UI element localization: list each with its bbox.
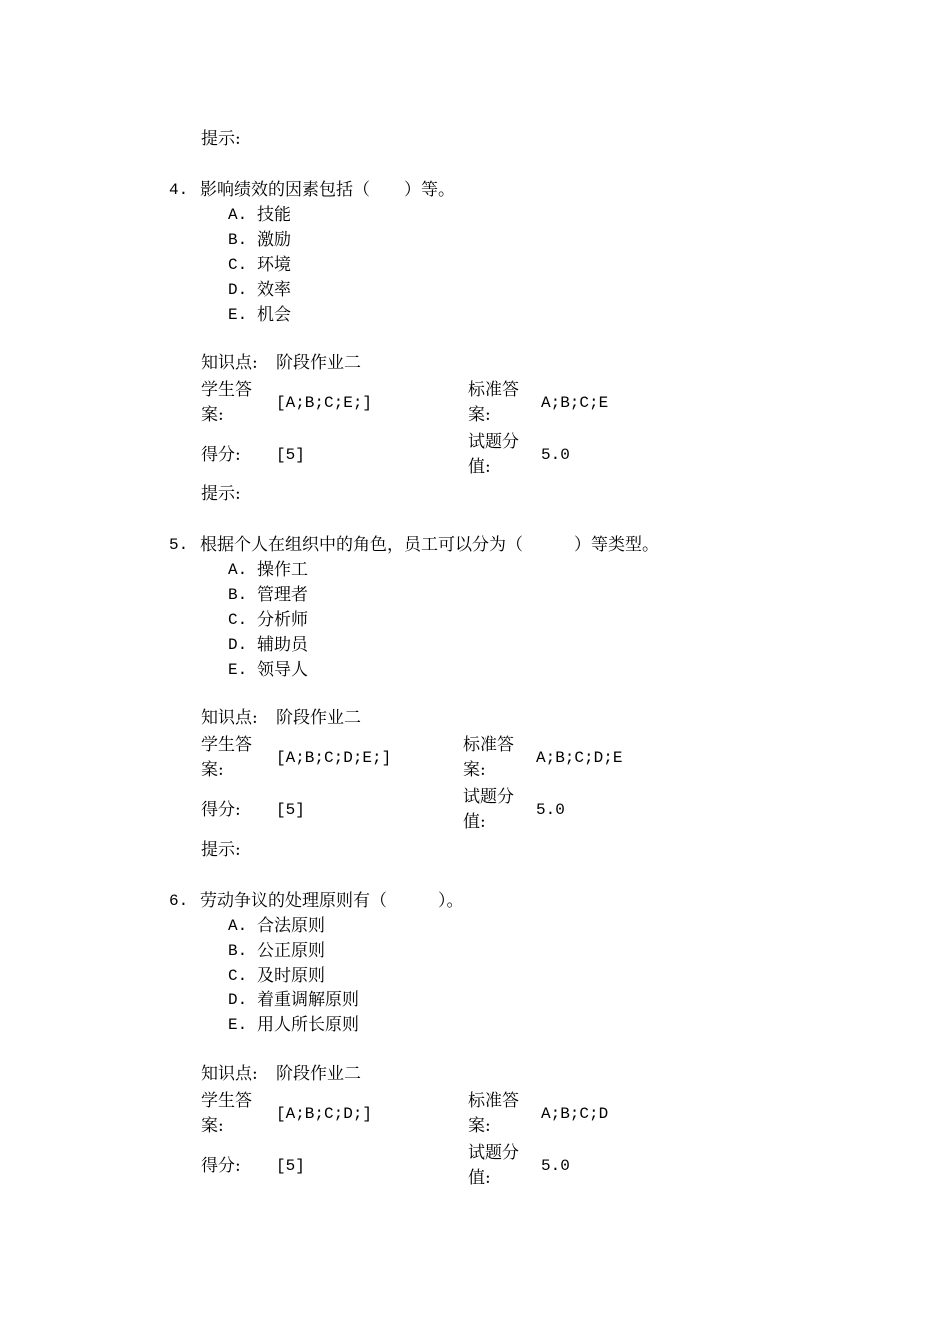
question-value-label: 试题分值: [468,1143,519,1188]
standard-answer-value: A;B;C;E [541,394,609,412]
option-text: 机会 [257,305,291,325]
question-number: 4. [169,181,189,199]
question-text: 影响绩效的因素包括（ ）等。 [200,180,455,200]
score-label: 得分: [201,1156,241,1176]
option-letter: D. [228,281,248,299]
knowledge-value: 阶段作业二 [276,1064,361,1084]
option-text: 管理者 [257,585,308,605]
option-letter: D. [228,636,248,654]
knowledge-label: 知识点: [201,353,258,373]
knowledge-label: 知识点: [201,1064,258,1084]
standard-answer-label: 标准答案: [468,380,519,425]
option-text: 合法原则 [257,916,325,936]
option-letter: E. [228,306,248,324]
option-text: 分析师 [257,610,308,630]
question-text: 劳动争议的处理原则有（ ）。 [200,891,464,911]
student-answer-value: [A;B;C;E;] [276,394,373,412]
option-letter: E. [228,661,248,679]
question-value: 5.0 [536,801,565,819]
student-answer-label: 学生答案: [201,735,252,780]
option-letter: B. [228,586,248,604]
question-value: 5.0 [541,1157,570,1175]
option-text: 及时原则 [257,966,325,986]
option-letter: C. [228,967,248,985]
standard-answer-value: A;B;C;D [541,1105,609,1123]
option-text: 技能 [257,205,291,225]
option-text: 效率 [257,280,291,300]
option-text: 用人所长原则 [257,1015,359,1035]
question-value-label: 试题分值: [468,432,519,477]
score-label: 得分: [201,800,241,820]
option-letter: B. [228,231,248,249]
score-label: 得分: [201,445,241,465]
option-letter: E. [228,1016,248,1034]
question-text: 根据个人在组织中的角色，员工可以分为（ ）等类型。 [200,535,659,555]
student-answer-label: 学生答案: [201,1091,252,1136]
knowledge-label: 知识点: [201,708,258,728]
standard-answer-label: 标准答案: [468,1091,519,1136]
option-text: 激励 [257,230,291,250]
hint-label: 提示: [201,840,241,860]
question-value-label: 试题分值: [463,787,514,832]
student-answer-value: [A;B;C;D;] [276,1105,373,1123]
option-text: 环境 [257,255,291,275]
knowledge-value: 阶段作业二 [276,353,361,373]
option-letter: D. [228,991,248,1009]
option-text: 操作工 [257,560,308,580]
score-value: [5] [276,801,305,819]
option-letter: B. [228,942,248,960]
option-letter: A. [228,206,248,224]
question-number: 6. [169,892,189,910]
option-text: 着重调解原则 [257,990,359,1010]
option-letter: A. [228,561,248,579]
option-letter: C. [228,256,248,274]
hint-label: 提示: [201,129,241,149]
option-text: 领导人 [257,660,308,680]
knowledge-value: 阶段作业二 [276,708,361,728]
option-text: 公正原则 [257,941,325,961]
standard-answer-label: 标准答案: [463,735,514,780]
question-value: 5.0 [541,446,570,464]
option-letter: C. [228,611,248,629]
score-value: [5] [276,1157,305,1175]
score-value: [5] [276,446,305,464]
option-text: 辅助员 [257,635,308,655]
hint-label: 提示: [201,484,241,504]
question-number: 5. [169,536,189,554]
standard-answer-value: A;B;C;D;E [536,749,623,767]
option-letter: A. [228,917,248,935]
student-answer-label: 学生答案: [201,380,252,425]
student-answer-value: [A;B;C;D;E;] [276,749,392,767]
